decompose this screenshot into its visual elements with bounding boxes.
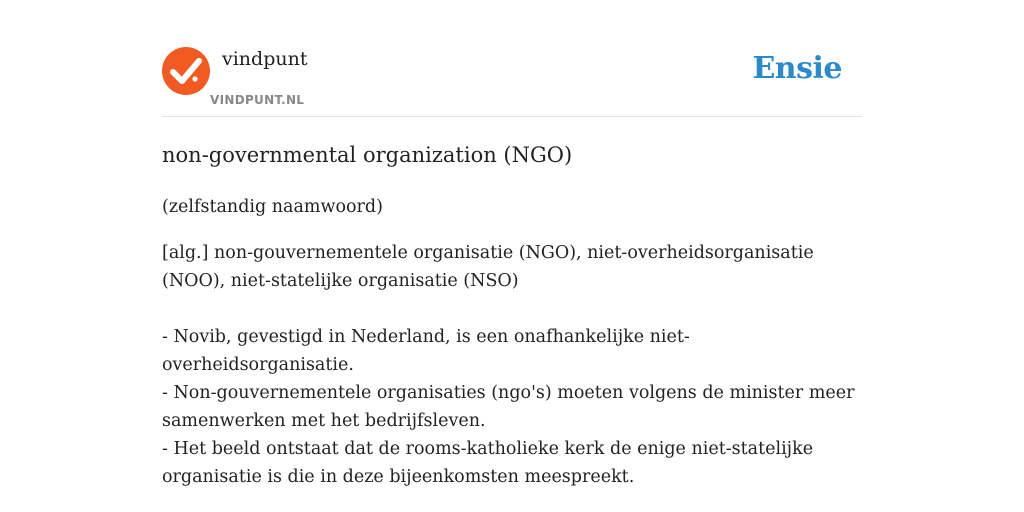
ensie-logo[interactable]: Ensie — [752, 51, 842, 86]
site-domain[interactable]: VINDPUNT.NL — [210, 93, 305, 107]
example-sentence: - Het beeld ontstaat dat de rooms-katholieke kerk de enige niet-statelijke organisatie is die in deze bijeenkomsten meespreekt. — [162, 439, 814, 487]
checkmark-circle-icon[interactable] — [162, 47, 210, 95]
example-list — [162, 323, 862, 491]
entry-title: non-governmental organization (NGO) — [162, 143, 573, 167]
checkmark-icon — [162, 47, 210, 95]
site-name[interactable]: vindpunt — [222, 48, 308, 70]
entry-card — [162, 0, 862, 512]
card-header — [162, 0, 862, 117]
example-sentence: - Non-gouvernementele organisaties (ngo's) moeten volgens de minister meer samenwerken met het bedrijfsleven. — [162, 383, 855, 431]
part-of-speech: (zelfstandig naamwoord) — [162, 197, 383, 217]
example-sentence: - Novib, gevestigd in Nederland, is een onafhankelijke niet-overheidsorganisatie. — [162, 327, 690, 375]
entry-definition: [alg.] non-gouvernementele organisatie (NGO), niet-overheidsorganisatie (NOO), niet-statelijke organisatie (NSO) — [162, 243, 814, 291]
